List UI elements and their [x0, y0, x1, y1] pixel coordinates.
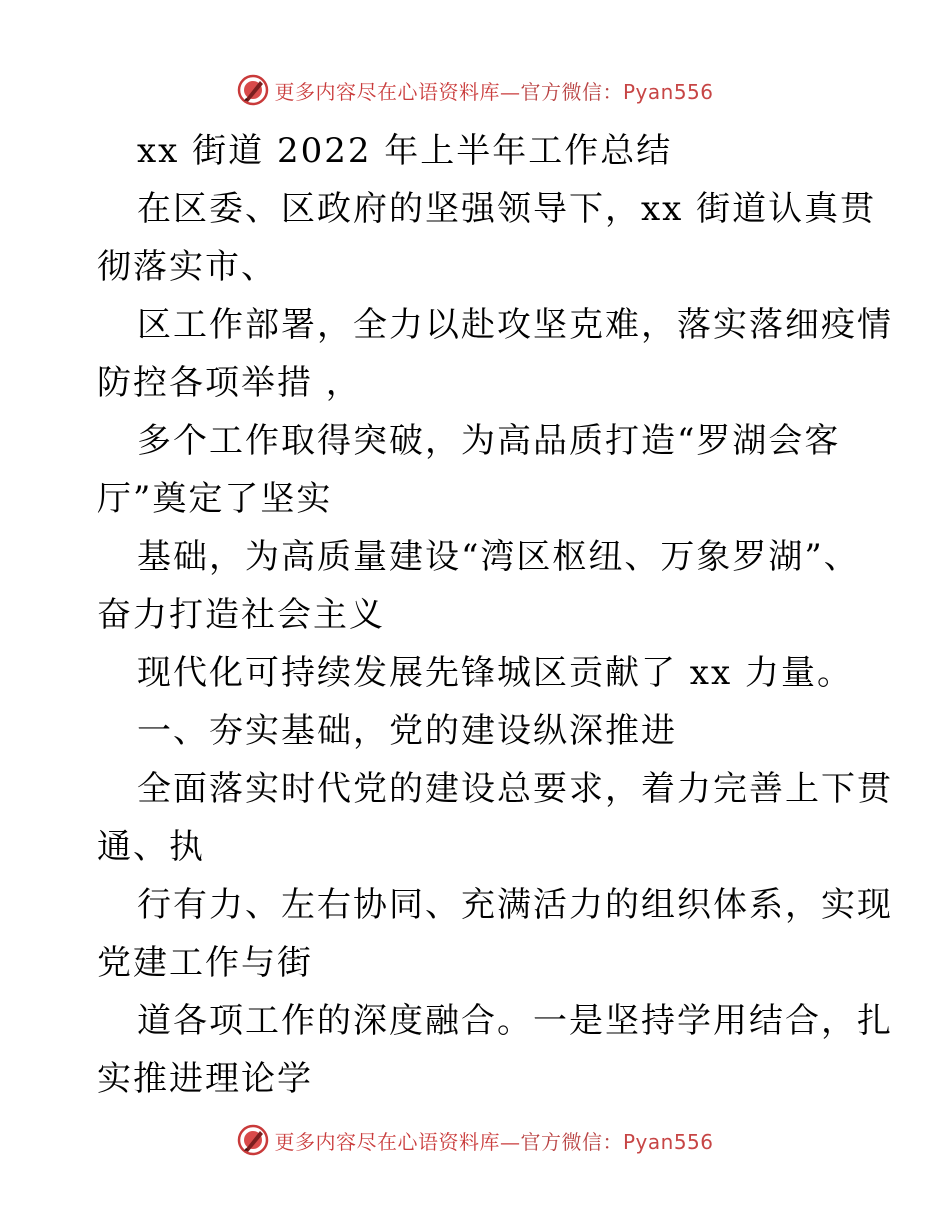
banner-inner [236, 1123, 713, 1157]
banner-text [274, 1126, 713, 1155]
banner-dash: — [499, 1129, 521, 1154]
banner-dash: — [499, 79, 521, 104]
doc-line: 防控各项举措 ， [97, 363, 362, 403]
pen-seal-logo-icon [236, 1123, 270, 1157]
banner-handle: Pyan556 [622, 79, 714, 104]
doc-line: 实推进理论学 [97, 1059, 313, 1099]
banner-main-text: 更多内容尽在心语资料库 [274, 1129, 500, 1154]
banner-inner [236, 73, 713, 107]
doc-line: 现代化可持续发展先锋城区贡献了 xx 力量。 [137, 653, 853, 693]
doc-line: 党建工作与街 [97, 943, 313, 983]
doc-title: xx 街道 2022 年上半年工作总结 [137, 131, 673, 171]
watermark-banner-bottom [0, 1120, 950, 1160]
banner-main-text: 更多内容尽在心语资料库 [274, 79, 500, 104]
doc-line: 行有力、左右协同、充满活力的组织体系，实现 [137, 885, 893, 925]
banner-official-text: 官方微信： [520, 79, 623, 104]
doc-line: 道各项工作的深度融合。一是坚持学用结合，扎 [137, 1001, 893, 1041]
doc-line: 奋力打造社会主义 [97, 595, 385, 635]
doc-line: 厅”奠定了坚实 [97, 479, 333, 519]
doc-line: 全面落实时代党的建设总要求，着力完善上下贯 [137, 769, 893, 809]
banner-handle: Pyan556 [622, 1129, 714, 1154]
doc-line: 区工作部署，全力以赴攻坚克难，落实落细疫情 [137, 305, 893, 345]
doc-line: 基础，为高质量建设“湾区枢纽、万象罗湖”、 [137, 537, 860, 577]
watermark-banner-top [0, 70, 950, 110]
doc-line: 多个工作取得突破，为高品质打造“罗湖会客 [137, 421, 841, 461]
doc-line: 彻落实市、 [97, 247, 277, 287]
banner-text [274, 76, 713, 105]
document-body [97, 122, 893, 1108]
pen-seal-logo-icon [236, 73, 270, 107]
doc-line: 通、执 [97, 827, 205, 867]
doc-section-heading: 一、夯实基础，党的建设纵深推进 [137, 711, 677, 751]
banner-official-text: 官方微信： [520, 1129, 623, 1154]
doc-line: 在区委、区政府的坚强领导下，xx 街道认真贯 [137, 189, 877, 229]
